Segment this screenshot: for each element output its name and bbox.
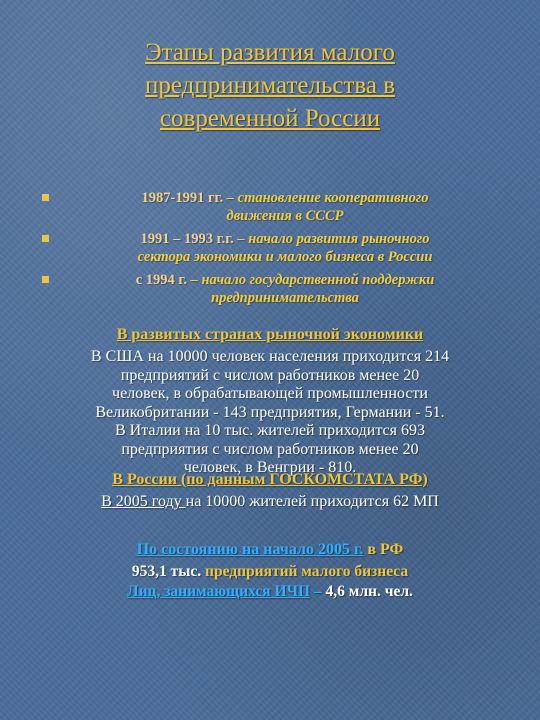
year-text: на 10000 жителей приходится 62 МП bbox=[185, 493, 439, 510]
persons-line bbox=[40, 582, 500, 602]
stage-description: – начало государственной поддержки bbox=[186, 272, 435, 288]
persons-number: 4,6 млн. чел. bbox=[325, 583, 413, 600]
persons-dash: – bbox=[310, 583, 326, 600]
state-2005-link[interactable]: По состоянию на начало 2005 г. bbox=[136, 541, 364, 558]
stage-item bbox=[50, 190, 520, 225]
text-line: человек, в обрабатывающей промышленности bbox=[112, 385, 428, 402]
state-2005-heading bbox=[40, 540, 500, 560]
stage-description-cont: движения в СССР bbox=[226, 207, 344, 224]
text-line: В США на 10000 человек населения приходится 214 bbox=[90, 348, 450, 365]
stage-description: – становление кооперативного bbox=[223, 190, 429, 206]
russia-heading: В России (по данным ГОСКОМСТАТА РФ) bbox=[112, 471, 428, 488]
stages-list bbox=[50, 190, 520, 313]
developed-countries-heading: В развитых странах рыночной экономики bbox=[116, 326, 424, 343]
year-label: В 2005 году bbox=[101, 493, 186, 510]
title-line: современной России bbox=[159, 105, 381, 132]
persons-link[interactable]: Лиц, занимающихся ИЧП bbox=[127, 583, 311, 600]
stage-years: с 1994 г. bbox=[135, 272, 187, 288]
text-line: Великобритании - 143 предприятия, Германии - 51. bbox=[95, 403, 445, 421]
stage-item bbox=[50, 231, 520, 266]
square-bullet-icon bbox=[42, 235, 49, 242]
text-line: предприятия с числом работников менее 20 bbox=[121, 440, 419, 458]
text-line: В Италии на 10 тыс. жителей приходится 693 bbox=[114, 422, 426, 439]
state-2005-rest: в РФ bbox=[363, 541, 404, 558]
title-line: Этапы развития малого bbox=[145, 39, 395, 66]
stage-description-cont: сектора экономики и малого бизнеса в России bbox=[137, 248, 433, 265]
stage-description-cont: предпринимательства bbox=[211, 289, 359, 306]
slide-title bbox=[60, 36, 480, 135]
stage-years: 1991 – 1993 г.г. bbox=[140, 231, 234, 247]
enterprises-text: предприятий малого бизнеса bbox=[201, 563, 409, 580]
russia-2005-line bbox=[40, 492, 500, 512]
square-bullet-icon bbox=[42, 276, 49, 283]
enterprises-number: 953,1 тыс. bbox=[131, 563, 202, 580]
stage-description: – начало развития рыночного bbox=[233, 231, 430, 247]
text-line: предприятий с числом работников менее 20 bbox=[120, 366, 420, 384]
stage-years: 1987-1991 гг. bbox=[141, 190, 224, 206]
stage-item bbox=[50, 272, 520, 307]
square-bullet-icon bbox=[42, 194, 49, 201]
text-line: человек, в Венгрии - 810. bbox=[183, 459, 357, 476]
enterprises-line bbox=[40, 562, 500, 582]
title-line: предпринимательства в bbox=[144, 72, 396, 99]
developed-countries-text bbox=[40, 348, 500, 478]
